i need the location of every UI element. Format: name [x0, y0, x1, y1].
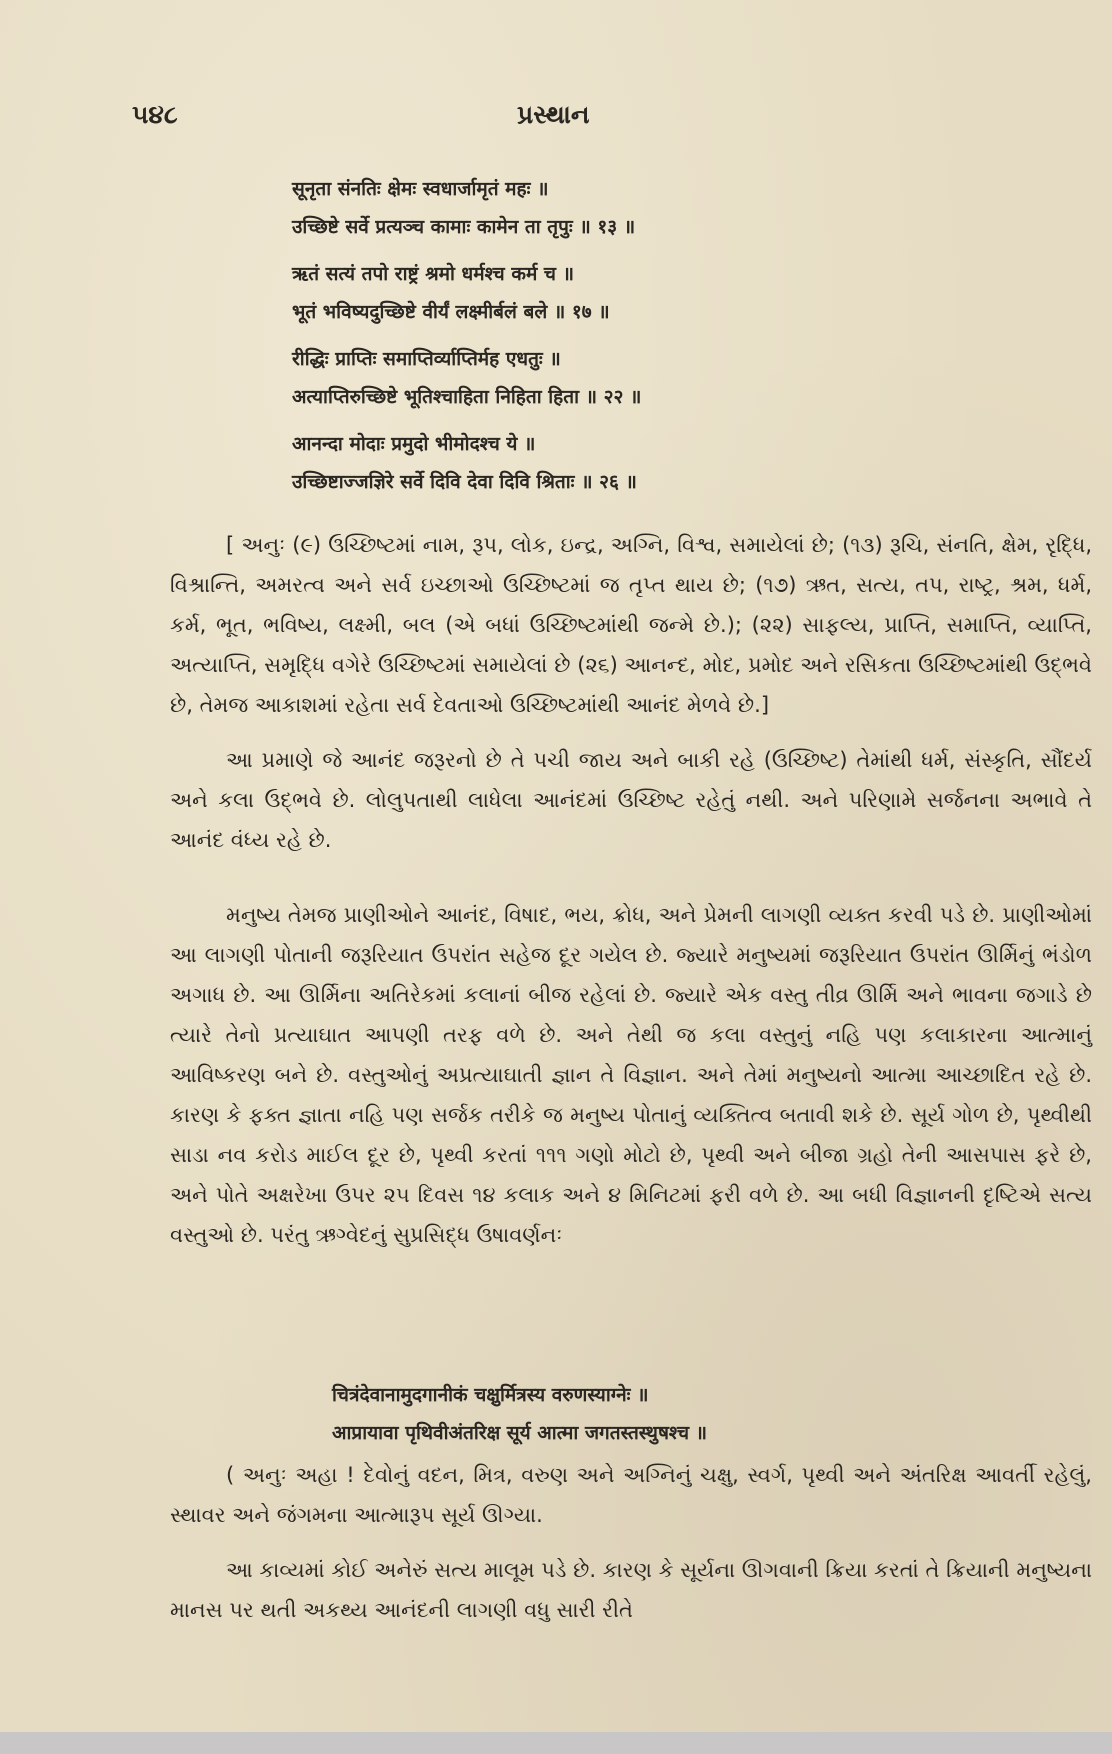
body-paragraph: આ પ્રમાણે જે આનંદ જરૂરનો છે તે પચી જાય અને બાકી રહે (ઉચ્છિષ્ટ) તેમાંથી ધર્મ, સંસ્કૃતિ, સૌંદર્ય અને કલા ઉદ્ભવે છે. લોલુપતાથી લાધેલા આનંદમાં ઉચ્છિષ્ટ રહેતું નથી. અને પરિણામે સર્જનના અભાવે તે આનંદ વંધ્ય રહે છે. — [170, 748, 1092, 852]
atharva-verse-17 — [292, 255, 852, 331]
verse-line: आनन्दा मोदाः प्रमुदो भीमोदश्च ये ॥ — [292, 433, 536, 455]
verse-line: आप्रायावा पृथिवीअंतरिक्ष सूर्य आत्मा जगतस्तस्थुषश्च ॥ — [332, 1422, 708, 1444]
verse-line: भूतं भविष्यदुच्छिष्टे वीर्यं लक्ष्मीर्बलं बले ॥ १७ ॥ — [292, 301, 610, 323]
verse-line: रीद्धिः प्राप्तिः समाप्तिर्व्याप्तिर्मह एधतुः ॥ — [292, 348, 561, 370]
page-header — [132, 100, 982, 140]
verse-line: ऋतं सत्यं तपो राष्ट्रं श्रमो धर्मश्च कर्म च ॥ — [292, 263, 574, 285]
scan-bottom-edge — [0, 1732, 1112, 1754]
body-paragraph: આ કાવ્યમાં કોઈ અનેરું સત્ય માલૂમ પડે છે. કારણ કે સૂર્યના ઊગવાની ક્રિયા કરતાં તે ક્રિયાની મનુષ્યના માનસ પર થતી અકથ્ય આનંદની લાગણી વધુ સારી રીતે — [170, 1558, 1092, 1622]
atharva-verse-13 — [292, 170, 852, 246]
page-number: ૫૪૮ — [132, 100, 178, 129]
paragraph-one-block — [170, 740, 1092, 860]
verse-line: उच्छिष्टे सर्वे प्रत्यञ्च कामाः कामेन ता तृपुः ॥ १३ ॥ — [292, 216, 636, 238]
verse-line: उच्छिष्टाज्जज्ञिरे सर्वे दिवि देवा दिवि श्रिताः ॥ २६ ॥ — [292, 471, 637, 493]
atharva-verse-22 — [292, 340, 852, 416]
translation-two-block — [170, 1455, 1092, 1535]
running-title: પ્રસ્થાન — [517, 100, 590, 129]
verse-line: चित्रंदेवानामुदगानीकं चक्षुर्मित्रस्य वरुणस्याग्नेः ॥ — [332, 1384, 649, 1406]
paragraph-two-block — [170, 895, 1092, 1255]
atharva-verse-26 — [292, 425, 852, 501]
translation-block — [170, 525, 1092, 725]
rigveda-verse — [332, 1376, 932, 1452]
body-paragraph: મનુષ્ય તેમજ પ્રાણીઓને આનંદ, વિષાદ, ભય, ક્રોધ, અને પ્રેમની લાગણી વ્યક્ત કરવી પડે છે. પ્રાણીઓમાં આ લાગણી પોતાની જરૂરિયાત ઉપરાંત સહેજ દૂર ગયેલ છે. જ્યારે મનુષ્યમાં જરૂરિયાત ઉપરાંત ઊર્મિનું ભંડોળ અગાધ છે. આ ઊર્મિના અતિરેકમાં કલાનાં બીજ રહેલાં છે. જ્યારે એક વસ્તુ તીવ્ર ઊર્મિ અને ભાવના જગાડે છે ત્યારે તેનો પ્રત્યાઘાત આપણી તરફ વળે છે. અને તેથી જ કલા વસ્તુનું નહિ પણ કલાકારના આત્માનું આવિષ્કરણ બને છે. વસ્તુઓનું અપ્રત્યાઘાતી જ્ઞાન તે વિજ્ઞાન. અને તેમાં મનુષ્યનો આત્મા આચ્છાદિત રહે છે. કારણ કે ફક્ત જ્ઞાતા નહિ પણ સર્જક તરીકે જ મનુષ્ય પોતાનું વ્યક્તિત્વ બતાવી શકે છે. સૂર્ય ગોળ છે, પૃથ્વીથી સાડા નવ કરોડ માઈલ દૂર છે, પૃથ્વી કરતાં ૧૧૧ ગણો મોટો છે, પૃથ્વી અને બીજા ગ્રહો તેની આસપાસ ફરે છે, અને પોતે અક્ષરેખા ઉપર ૨૫ દિવસ ૧૪ કલાક અને ૪ મિનિટમાં ફરી વળે છે. આ બધી વિજ્ઞાનની દૃષ્ટિએ સત્ય વસ્તુઓ છે. પરંતુ ઋગ્વેદનું સુપ્રસિદ્ધ ઉષાવર્ણનઃ — [170, 903, 1092, 1247]
translation-paragraph: [ અનુઃ (૯) ઉચ્છિષ્ટમાં નામ, રૂપ, લોક, ઇન્દ્ર, અગ્નિ, વિશ્વ, સમાયેલાં છે; (૧૩) રૂચિ, સંનતિ, ક્ષેમ, રૃદ્ધિ, વિશ્રાન્તિ, અમરત્વ અને સર્વ ઇચ્છાઓ ઉચ્છિષ્ટમાં જ તૃપ્ત થાય છે; (૧૭) ઋત, સત્ય, તપ, રાષ્ટ્ર, શ્રમ, ધર્મ, કર્મ, ભૂત, ભવિષ્ય, લક્ષ્મી, બલ (એ બધાં ઉચ્છિષ્ટમાંથી જન્મે છે.); (૨૨) સાફલ્ય, પ્રાપ્તિ, સમાપ્તિ, વ્યાપ્તિ, અત્યાપ્તિ, સમૃદ્ધિ વગેરે ઉચ્છિષ્ટમાં સમાયેલાં છે (૨૬) આનન્દ, મોદ, પ્રમોદ અને રસિકતા ઉચ્છિષ્ટમાંથી ઉદ્ભવે છે, તેમજ આકાશમાં રહેતા સર્વ દેવતાઓ ઉચ્છિષ્ટમાંથી આનંદ મેળવે છે.] — [170, 533, 1092, 717]
verse-line: अत्याप्तिरुच्छिष्टे भूतिश्चाहिता निहिता हिता ॥ २२ ॥ — [292, 386, 642, 408]
paragraph-three-block — [170, 1550, 1092, 1630]
verse-line: सूनृता संनतिः क्षेमः स्वधार्जामृतं महः ॥ — [292, 178, 549, 200]
translation-paragraph: ( અનુઃ અહા ! દેવોનું વદન, મિત્ર, વરુણ અને અગ્નિનું ચક્ષુ, સ્વર્ગ, પૃથ્વી અને અંતરિક્ષ આવર્તી રહેલું, સ્થાવર અને જંગમના આત્મારૂપ સૂર્ય ઊગ્યા. — [170, 1463, 1092, 1527]
